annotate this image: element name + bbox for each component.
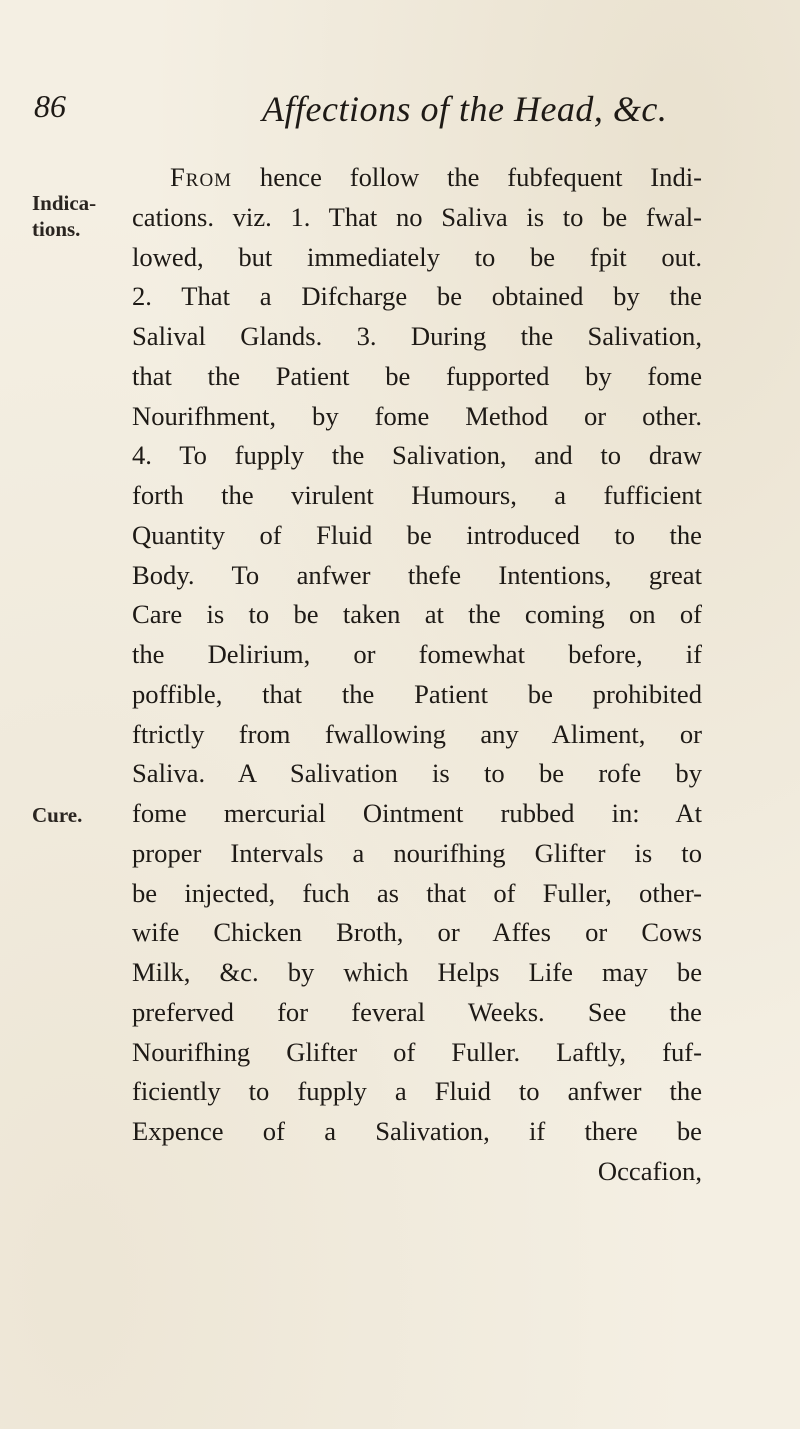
text-line: preferved for feveral Weeks. See the [132,996,702,1027]
catchword: Occafion, [597,1155,702,1186]
text-line: that the Patient be fupported by fome [132,360,702,391]
opening-word: From [170,162,233,192]
text-line: Nourifhment, by fome Method or other. [132,400,702,431]
text-line: 4. To fupply the Salivation, and to draw [132,440,702,471]
page-number: 86 [34,88,66,124]
marginal-note-cure [32,802,82,828]
text-line: Care is to be taken at the coming on of [132,599,702,630]
text-line: ftrictly from fwallowing any Aliment, or [132,718,702,749]
text-line: fome mercurial Ointment rubbed in: At [132,798,702,828]
text-line: cations. viz. 1. That no Saliva is to be fwal- [132,201,702,232]
text-line: Expence of a Salivation, if there be [132,1116,702,1146]
text-line: poffible, that the Patient be prohibited [132,678,702,709]
marginal-note-indications [32,190,96,242]
text-line: Saliva. A Salivation is to be rofe by [132,758,702,789]
text-line: the Delirium, or fomewhat before, if [132,639,702,669]
body-paragraph [132,158,702,1192]
text-line: Salival Glands. 3. During the Salivation, [132,321,702,351]
text-line: Quantity of Fluid be introduced to the [132,519,702,550]
marginal-note-line: tions. [32,217,81,241]
text-line: lowed, but immediately to be fpit out. [132,241,702,272]
marginal-note-line: Cure. [32,803,83,827]
text-line-rest: hence follow the fubfequent Indi- [232,162,702,192]
marginal-note-line: Indica- [32,191,97,215]
text-line: Body. To anfwer thefe Intentions, great [132,559,702,590]
page-header [0,88,800,148]
text-line: ficiently to fupply a Fluid to anfwer the [132,1076,702,1107]
text-line [132,158,702,198]
text-line: proper Intervals a nourifhing Glifter is to [132,837,702,868]
text-line: be injected, fuch as that of Fuller, other- [132,877,702,908]
text-line: Milk, &c. by which Helps Life may be [132,957,702,987]
text-line: forth the virulent Humours, a fufficient [132,480,702,510]
text-line: wife Chicken Broth, or Affes or Cows [132,917,702,948]
text-line: Nourifhing Glifter of Fuller. Laftly, fuf- [132,1036,702,1067]
text-line: 2. That a Difcharge be obtained by the [132,281,702,312]
running-head: Affections of the Head, &c. [262,89,668,129]
